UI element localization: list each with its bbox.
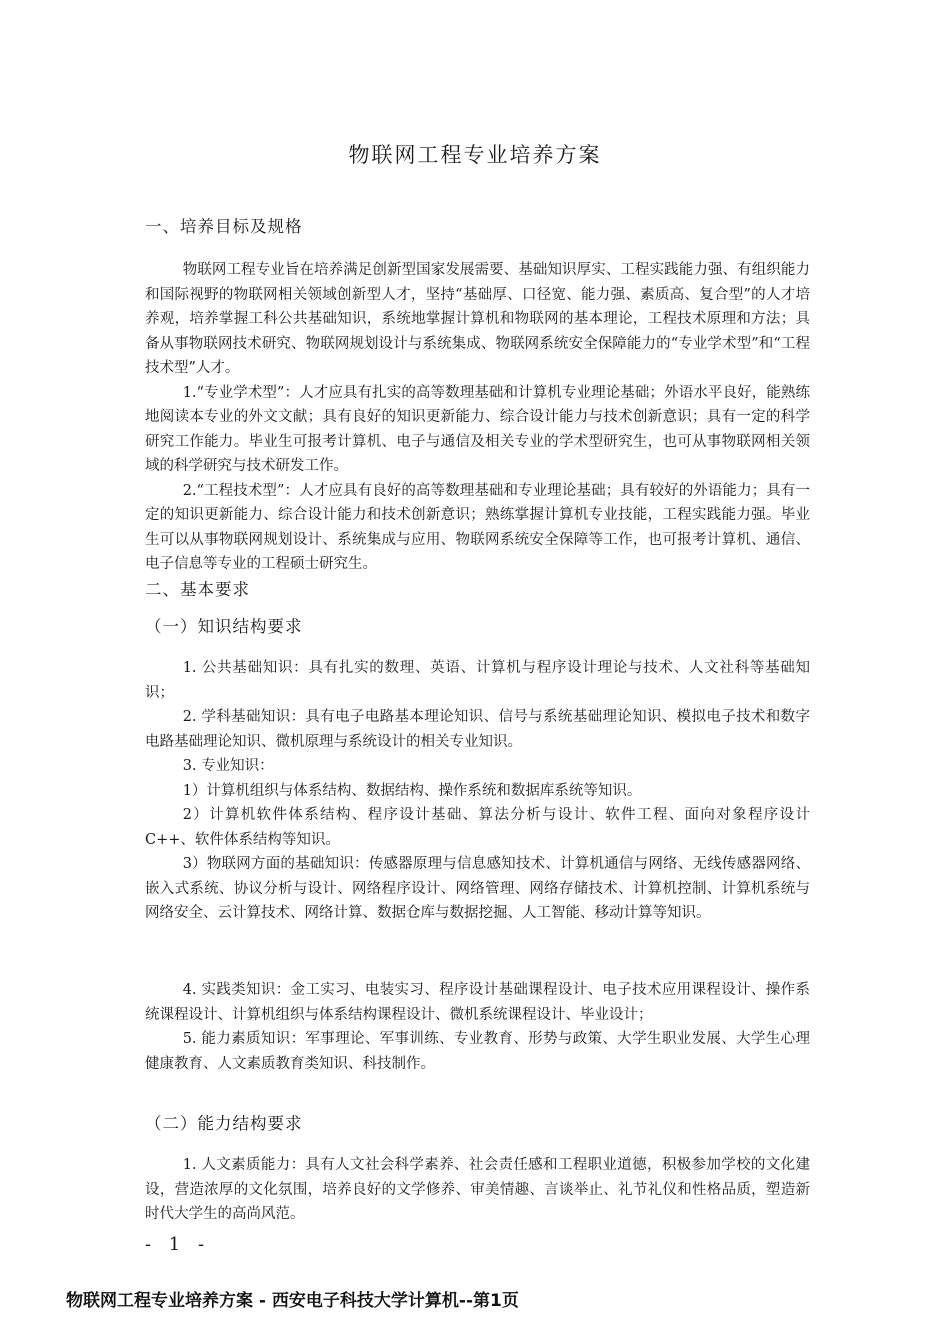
goals-academic-paragraph: 1.“专业学术型”：人才应具有扎实的高等数理基础和计算机专业理论基础；外语水平良好，能熟练地阅读本专业的外文文献；具有良好的知识更新能力、综合设计能力与技术创新意识；具有一定的科学研究工作能力。毕业生可报考计算机、电子与通信及相关专业的学术型研究生，也可从事物联网相关领域的科学研究与技术研发工作。 — [145, 384, 810, 474]
knowledge-item-discipline: 2. 学科基础知识：具有电子电路基本理论知识、信号与系统基础理论知识、模拟电子技术和数字电路基础理论知识、微机原理与系统设计的相关专业知识。 — [145, 709, 810, 750]
ability-body — [145, 1153, 810, 1227]
knowledge-item-professional: 3. 专业知识： — [182, 758, 274, 774]
section-heading-goals: 一、培养目标及规格 — [145, 217, 303, 236]
goals-intro-paragraph: 物联网工程专业旨在培养满足创新型国家发展需要、基础知识厚实、工程实践能力强、有组织能力和国际视野的物联网相关领域创新型人才，坚持“基础厚、口径宽、能力强、素质高、复合型”的人才培养观，培养掌握工科公共基础知识，系统地掌握计算机和物联网的基本理论，工程技术原理和方法；具备从事物联网技术研究、物联网规划设计与系统集成、物联网系统安全保障能力的“专业学术型”和“工程技术型”人才。 — [145, 262, 810, 376]
knowledge-subitem-3: 3）物联网方面的基础知识：传感器原理与信息感知技术、计算机通信与网络、无线传感器网络、嵌入式系统、协议分析与设计、网络程序设计、网络管理、网络存储技术、计算机控制、计算机系统与网络安全、云计算技术、网络计算、数据仓库与数据挖掘、人工智能、移动计算等知识。 — [145, 856, 810, 921]
knowledge-body-part1 — [145, 656, 810, 926]
section-heading-requirements: 二、基本要求 — [145, 580, 250, 599]
subsection-heading-ability: （二）能力结构要求 — [145, 1114, 303, 1133]
subsection-heading-knowledge: （一）知识结构要求 — [145, 617, 303, 636]
knowledge-body-part2 — [145, 978, 810, 1076]
knowledge-subitem-2: 2）计算机软件体系结构、程序设计基础、算法分析与设计、软件工程、面向对象程序设计 C++、软件体系结构等知识。 — [145, 807, 810, 848]
knowledge-item-practice: 4. 实践类知识：金工实习、电装实习、程序设计基础课程设计、电子技术应用课程设计、操作系统课程设计、计算机组织与体系结构课程设计、微机系统课程设计、毕业设计； — [145, 982, 810, 1023]
knowledge-subitem-1: 1）计算机组织与体系结构、数据结构、操作系统和数据库系统等知识。 — [182, 782, 642, 799]
knowledge-item-quality: 5. 能力素质知识：军事理论、军事训练、专业教育、形势与政策、大学生职业发展、大学生心理健康教育、人文素质教育类知识、科技制作。 — [145, 1031, 810, 1072]
goals-engineering-paragraph: 2.“工程技术型”：人才应具有良好的高等数理基础和专业理论基础；具有较好的外语能力；具有一定的知识更新能力、综合设计能力和技术创新意识；熟练掌握计算机专业技能，工程实践能力强。毕业生可以从事物联网规划设计、系统集成与应用、物联网系统安全保障等工作，也可报考计算机、通信、电子信息等专业的工程硕士研究生。 — [145, 482, 810, 572]
document-footer-caption: 物联网工程专业培养方案 - 西安电子科技大学计算机--第1页 — [66, 1291, 519, 1311]
document-title: 物联网工程专业培养方案 — [348, 143, 602, 167]
page-number: - 1 - — [145, 1234, 211, 1255]
knowledge-item-public: 1. 公共基础知识：具有扎实的数理、英语、计算机与程序设计理论与技术、人文社科等基础知识； — [145, 660, 810, 701]
section-goals-body — [145, 258, 810, 577]
ability-item-humanities: 1. 人文素质能力：具有人文社会科学素养、社会责任感和工程职业道德，积极参加学校的文化建设，营造浓厚的文化氛围，培养良好的文学修养、审美情趣、言谈举止、礼节礼仪和性格品质，塑造新时代大学生的高尚风范。 — [145, 1157, 810, 1222]
